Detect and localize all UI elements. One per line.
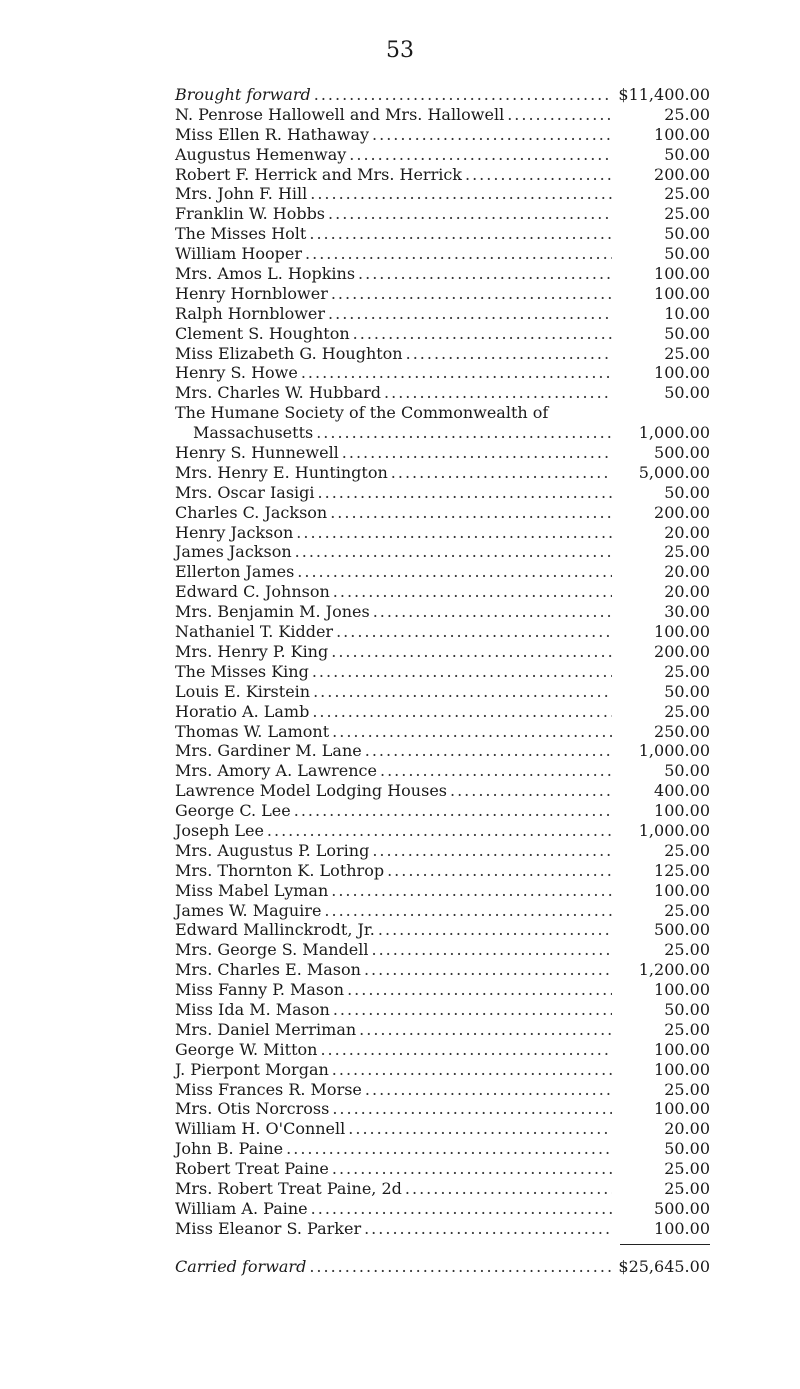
contributor-name: Mrs. Benjamin M. Jones	[175, 602, 370, 622]
contributor-name: Miss Elizabeth G. Houghton	[175, 343, 403, 363]
contributor-row	[175, 781, 710, 801]
contribution-amount: 1,000.00	[638, 423, 710, 443]
contribution-amount: 25.00	[664, 542, 710, 562]
contribution-amount: 10.00	[664, 303, 710, 323]
leader-dots	[331, 284, 612, 304]
contributor-row	[175, 622, 710, 642]
contribution-amount: 125.00	[654, 860, 710, 880]
carried-forward-label: Carried forward	[175, 1256, 307, 1276]
contributor-row	[175, 1199, 710, 1219]
leader-dots	[336, 622, 612, 642]
contributor-name: N. Penrose Hallowell and Mrs. Hallowell	[175, 104, 505, 124]
contribution-amount: 400.00	[654, 781, 710, 801]
contributor-row	[175, 204, 710, 224]
contributor-name: Miss Ida M. Mason	[175, 999, 330, 1019]
leader-dots	[328, 204, 612, 224]
contributor-row	[175, 920, 710, 940]
contributor-row	[175, 1139, 710, 1159]
contributor-name: Mrs. Augustus P. Loring	[175, 840, 370, 860]
contributor-row	[175, 682, 710, 702]
contributor-name: James W. Maguire	[175, 900, 322, 920]
leader-dots	[286, 1139, 612, 1159]
contribution-amount: 100.00	[654, 880, 710, 900]
contribution-amount: 200.00	[654, 164, 710, 184]
contributor-row	[175, 344, 710, 364]
contributor-name: William Hooper	[175, 244, 303, 264]
leader-dots	[332, 722, 612, 742]
contribution-amount: 20.00	[664, 1119, 710, 1139]
contributor-row	[175, 1080, 710, 1100]
leader-dots	[507, 105, 612, 125]
contributor-name: Miss Mabel Lyman	[175, 880, 329, 900]
leader-dots	[371, 940, 612, 960]
leader-dots	[359, 1020, 612, 1040]
leader-dots	[332, 1159, 612, 1179]
contribution-amount: 50.00	[664, 761, 710, 781]
contribution-amount: 1,000.00	[638, 820, 710, 840]
contributor-row	[175, 1000, 710, 1020]
contributor-row	[175, 463, 710, 483]
contributor-row	[175, 264, 710, 284]
contributor-name: James Jackson	[175, 542, 292, 562]
contributor-name: Mrs. Daniel Merriman	[175, 1019, 357, 1039]
contributor-row	[175, 503, 710, 523]
contribution-amount: 25.00	[664, 940, 710, 960]
leader-dots	[305, 244, 612, 264]
contributor-row	[175, 1219, 710, 1239]
contributor-name: Miss Eleanor S. Parker	[175, 1218, 362, 1238]
contributor-name: Miss Fanny P. Mason	[175, 980, 345, 1000]
contribution-amount: 50.00	[664, 323, 710, 343]
contribution-amount: 50.00	[664, 681, 710, 701]
contributor-row	[175, 761, 710, 781]
contribution-amount: 100.00	[654, 264, 710, 284]
leader-dots	[309, 1257, 612, 1277]
contributor-row	[175, 244, 710, 264]
contributor-row	[175, 483, 710, 503]
contributor-list	[175, 105, 710, 1239]
leader-dots	[347, 980, 612, 1000]
leader-dots	[353, 324, 612, 344]
total-rule-row	[175, 1239, 710, 1251]
contributor-row	[175, 125, 710, 145]
leader-dots	[320, 1040, 612, 1060]
contributor-name: Mrs. Otis Norcross	[175, 1099, 330, 1119]
contribution-amount: 100.00	[654, 1039, 710, 1059]
leader-dots	[312, 662, 612, 682]
contributor-name: Miss Frances R. Morse	[175, 1079, 362, 1099]
contributor-row	[175, 423, 710, 443]
contributor-row	[175, 801, 710, 821]
contribution-amount: 50.00	[664, 224, 710, 244]
contributor-row	[175, 224, 710, 244]
contributor-name: Augustus Hemenway	[175, 144, 347, 164]
contributor-name: Miss Ellen R. Hathaway	[175, 124, 370, 144]
contributor-name: Nathaniel T. Kidder	[175, 622, 334, 642]
contributor-name: Mrs. Charles E. Mason	[175, 960, 361, 980]
contributor-name: Ellerton James	[175, 562, 295, 582]
contributor-name: Charles C. Jackson	[175, 502, 328, 522]
contributor-row	[175, 741, 710, 761]
contributor-row	[175, 901, 710, 921]
contribution-amount: 25.00	[664, 204, 710, 224]
contribution-amount: 25.00	[664, 840, 710, 860]
contributor-row	[175, 165, 710, 185]
contribution-amount: 100.00	[654, 124, 710, 144]
contribution-amount: 100.00	[654, 283, 710, 303]
contributor-name: Mrs. Robert Treat Paine, 2d	[175, 1178, 402, 1198]
leader-dots	[450, 781, 612, 801]
contribution-amount: 200.00	[654, 641, 710, 661]
contribution-amount: 1,000.00	[638, 741, 710, 761]
contribution-amount: 25.00	[664, 1178, 710, 1198]
contributor-name: Mrs. Amory A. Lawrence	[175, 761, 377, 781]
leader-dots	[309, 224, 612, 244]
contribution-amount: 100.00	[654, 980, 710, 1000]
leader-dots	[372, 125, 612, 145]
leader-dots	[465, 165, 612, 185]
leader-dots	[311, 1199, 612, 1219]
contribution-amount: 500.00	[654, 920, 710, 940]
contribution-amount: 50.00	[664, 999, 710, 1019]
contribution-amount: 25.00	[664, 1079, 710, 1099]
contributor-name: George C. Lee	[175, 801, 291, 821]
contributor-row	[175, 523, 710, 543]
contribution-amount: 25.00	[664, 184, 710, 204]
leader-dots	[365, 1080, 612, 1100]
leader-dots	[312, 702, 612, 722]
contribution-amount: 25.00	[664, 1159, 710, 1179]
contributor-name: The Misses King	[175, 661, 309, 681]
leader-dots	[328, 304, 612, 324]
contributor-row	[175, 582, 710, 602]
contributor-name: Mrs. Charles W. Hubbard	[175, 383, 382, 403]
contribution-amount: 30.00	[664, 602, 710, 622]
leader-dots	[301, 363, 612, 383]
contributor-name: Clement S. Houghton	[175, 323, 350, 343]
contribution-amount: 20.00	[664, 562, 710, 582]
contribution-amount: 100.00	[654, 1059, 710, 1079]
contributor-row	[175, 403, 710, 423]
contributor-name: Mrs. Oscar Iasigi	[175, 482, 315, 502]
leader-dots	[297, 562, 612, 582]
contribution-amount: 1,200.00	[638, 960, 710, 980]
leader-dots	[364, 1219, 612, 1239]
contributor-row	[175, 1119, 710, 1139]
contribution-amount: 25.00	[664, 1019, 710, 1039]
contributor-row	[175, 662, 710, 682]
contributor-name: Mrs. Henry P. King	[175, 641, 329, 661]
leader-dots	[296, 523, 612, 543]
contribution-amount: 50.00	[664, 383, 710, 403]
contribution-amount: 200.00	[654, 502, 710, 522]
contributor-row	[175, 1159, 710, 1179]
leader-dots	[330, 503, 612, 523]
contributor-row	[175, 861, 710, 881]
leader-dots	[313, 682, 612, 702]
leader-dots	[331, 881, 612, 901]
contribution-amount: 100.00	[654, 1099, 710, 1119]
contributor-name: Massachusetts	[193, 423, 314, 443]
contributor-row	[175, 363, 710, 383]
contribution-amount: 100.00	[654, 622, 710, 642]
leader-dots	[406, 344, 612, 364]
contributor-row	[175, 145, 710, 165]
contribution-amount: 25.00	[664, 343, 710, 363]
contribution-amount: 250.00	[654, 721, 710, 741]
leader-dots	[342, 443, 612, 463]
contributor-name: Horatio A. Lamb	[175, 701, 310, 721]
contributor-name: Robert Treat Paine	[175, 1159, 329, 1179]
contribution-amount: 100.00	[654, 363, 710, 383]
contributor-name: J. Pierpont Morgan	[175, 1059, 329, 1079]
leader-dots	[391, 463, 612, 483]
contribution-amount: 25.00	[664, 900, 710, 920]
contribution-amount: 50.00	[664, 144, 710, 164]
contribution-amount: 50.00	[664, 482, 710, 502]
contributor-row	[175, 542, 710, 562]
contributor-name: Edward C. Johnson	[175, 582, 330, 602]
contributor-row	[175, 821, 710, 841]
contributor-name: William H. O'Connell	[175, 1119, 346, 1139]
contributor-name: The Humane Society of the Commonwealth of	[175, 403, 549, 423]
contributor-name: Mrs. John F. Hill	[175, 184, 308, 204]
contributor-row	[175, 284, 710, 304]
leader-dots	[373, 602, 612, 622]
contributor-row	[175, 1020, 710, 1040]
contribution-amount: 50.00	[664, 1139, 710, 1159]
leader-dots	[358, 264, 612, 284]
contributor-name: Mrs. George S. Mandell	[175, 940, 369, 960]
contributor-row	[175, 980, 710, 1000]
leader-dots	[316, 423, 612, 443]
contributor-row	[175, 881, 710, 901]
contributor-row	[175, 940, 710, 960]
contributor-row	[175, 562, 710, 582]
contributor-row	[175, 184, 710, 204]
leader-dots	[332, 1099, 612, 1119]
page-number: 53	[386, 38, 414, 63]
leader-dots	[331, 642, 612, 662]
contributor-row	[175, 642, 710, 662]
leader-dots	[314, 85, 612, 105]
contributor-row	[175, 702, 710, 722]
contributor-name: Robert F. Herrick and Mrs. Herrick	[175, 164, 462, 184]
contributor-name: Ralph Hornblower	[175, 303, 326, 323]
total-rule	[620, 1244, 710, 1245]
leader-dots	[349, 145, 612, 165]
contribution-amount: 25.00	[664, 104, 710, 124]
contributor-name: John B. Paine	[175, 1139, 284, 1159]
contributor-row	[175, 960, 710, 980]
contributor-row	[175, 443, 710, 463]
contributions-ledger	[175, 85, 710, 1277]
contribution-amount: 100.00	[654, 1218, 710, 1238]
contributor-row	[175, 602, 710, 622]
contributor-row	[175, 1060, 710, 1080]
contribution-amount: 25.00	[664, 661, 710, 681]
contributor-name: William A. Paine	[175, 1198, 308, 1218]
leader-dots	[405, 1179, 612, 1199]
contributor-row	[175, 324, 710, 344]
contributor-name: Franklin W. Hobbs	[175, 204, 326, 224]
contributor-row	[175, 383, 710, 403]
contributor-name: Henry Jackson	[175, 522, 294, 542]
contributor-row	[175, 841, 710, 861]
brought-forward-row	[175, 85, 710, 105]
leader-dots	[364, 960, 612, 980]
contributor-row	[175, 1179, 710, 1199]
contributor-name: Joseph Lee	[175, 820, 264, 840]
contributor-name: Mrs. Gardiner M. Lane	[175, 741, 362, 761]
leader-dots	[372, 841, 612, 861]
leader-dots	[387, 861, 612, 881]
contribution-amount: 500.00	[654, 443, 710, 463]
contribution-amount: 50.00	[664, 244, 710, 264]
contribution-amount: 20.00	[664, 582, 710, 602]
leader-dots	[294, 801, 612, 821]
contributor-row	[175, 722, 710, 742]
contributor-name: Lawrence Model Lodging Houses	[175, 781, 447, 801]
contribution-amount: 25.00	[664, 701, 710, 721]
leader-dots	[365, 741, 612, 761]
contributor-name: Mrs. Amos L. Hopkins	[175, 264, 356, 284]
leader-dots	[332, 1060, 612, 1080]
contribution-amount: 500.00	[654, 1198, 710, 1218]
contribution-amount: 20.00	[664, 522, 710, 542]
leader-dots	[380, 761, 612, 781]
brought-forward-label: Brought forward	[175, 85, 311, 104]
contribution-amount: 100.00	[654, 801, 710, 821]
brought-forward-amount: $11,400.00	[618, 85, 710, 104]
leader-dots	[295, 542, 612, 562]
contributor-row	[175, 304, 710, 324]
leader-dots	[378, 920, 612, 940]
contributor-name: Mrs. Thornton K. Lothrop	[175, 860, 385, 880]
contributor-name: Mrs. Henry E. Huntington	[175, 462, 388, 482]
contributor-name: Edward Mallinckrodt, Jr.	[175, 920, 375, 940]
contributor-row	[175, 1040, 710, 1060]
carried-forward-row	[175, 1257, 710, 1277]
leader-dots	[310, 184, 612, 204]
contributor-name: Thomas W. Lamont	[175, 721, 330, 741]
contributor-name: Henry Hornblower	[175, 283, 328, 303]
contributor-name: Henry S. Howe	[175, 363, 298, 383]
leader-dots	[384, 383, 612, 403]
carried-forward-amount: $25,645.00	[618, 1256, 710, 1276]
leader-dots	[333, 582, 612, 602]
leader-dots	[324, 901, 612, 921]
contributor-row	[175, 1099, 710, 1119]
leader-dots	[348, 1119, 612, 1139]
leader-dots	[267, 821, 612, 841]
contributor-name: The Misses Holt	[175, 224, 307, 244]
contributor-row	[175, 105, 710, 125]
contributor-name: Louis E. Kirstein	[175, 681, 311, 701]
leader-dots	[333, 1000, 612, 1020]
leader-dots	[318, 483, 612, 503]
contributor-name: Henry S. Hunnewell	[175, 443, 339, 463]
contributor-name: George W. Mitton	[175, 1039, 318, 1059]
contribution-amount: 5,000.00	[638, 462, 710, 482]
